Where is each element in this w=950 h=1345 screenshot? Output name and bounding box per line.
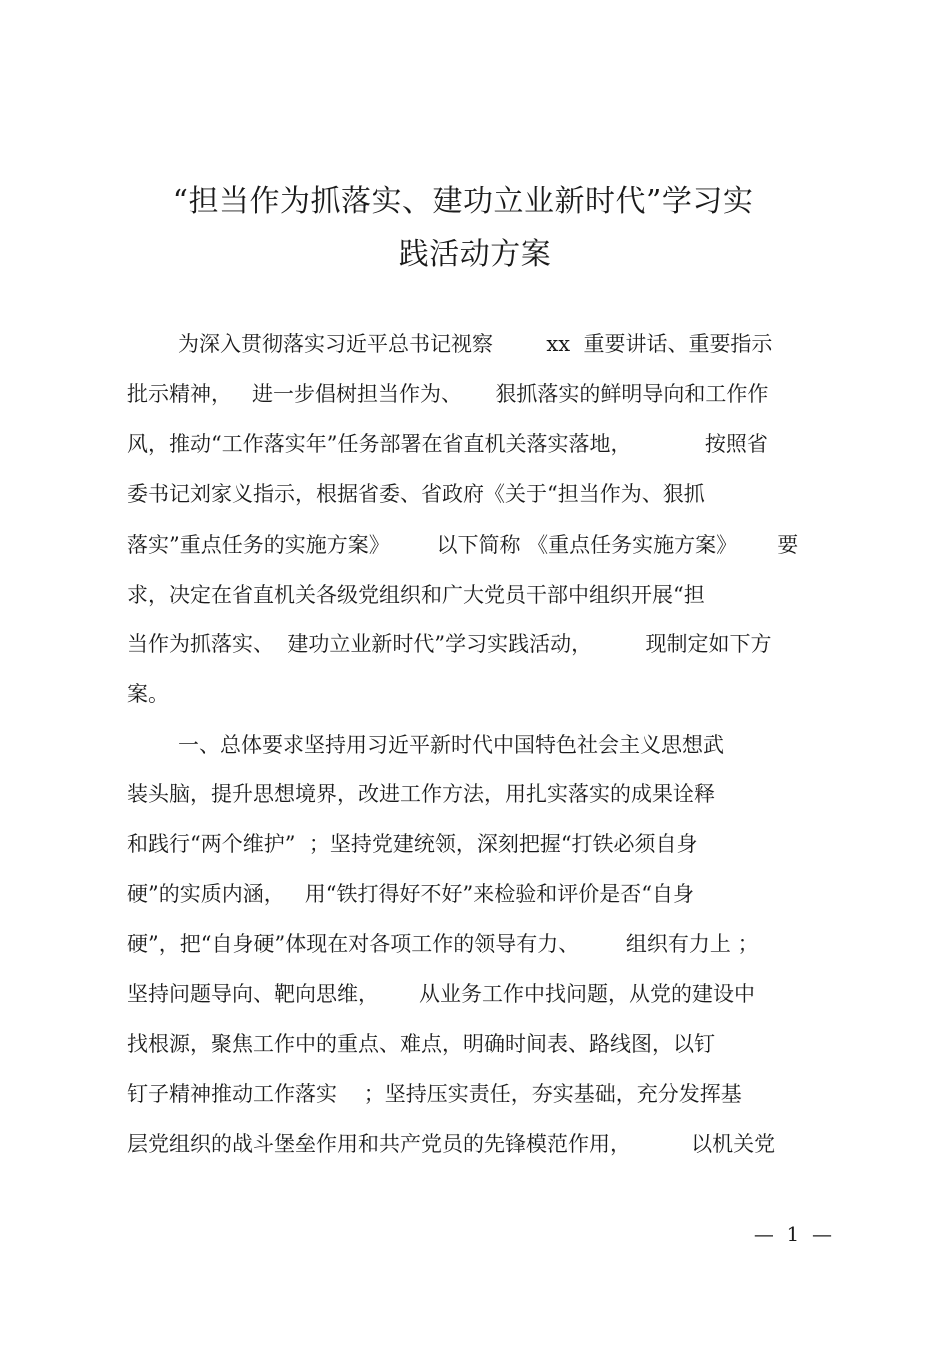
paragraph-2-line-1: 一、总体要求坚持用习近平新时代中国特色社会主义思想武: [178, 733, 724, 757]
page-number: — 1 —: [753, 1222, 832, 1246]
paragraph-2-line-5: 硬”，把“自身硬”体现在对各项工作的领导有力、 组织有力上 ；: [127, 932, 759, 956]
paragraph-1-line-7: 当作为抓落实、 建功立业新时代”学习实践活动， 现制定如下方: [127, 632, 772, 656]
paragraph-2-line-4: 硬”的实质内涵， 用“铁打得好不好”来检验和评价是否“自身: [127, 882, 694, 906]
paragraph-1-line-2: 批示精神， 进一步倡树担当作为、 狠抓落实的鲜明导向和工作作: [127, 382, 769, 406]
paragraph-1-line-3: 风，推动“工作落实年”任务部署在省直机关落实落地， 按照省: [127, 432, 768, 456]
paragraph-2-line-6: 坚持问题导向、靶向思维， 从业务工作中找问题，从党的建设中: [127, 982, 756, 1006]
paragraph-1-line-6: 求，决定在省直机关各级党组织和广大党员干部中组织开展“担: [127, 583, 705, 607]
paragraph-2-line-8: 钉子精神推动工作落实 ；坚持压实责任，夯实基础，充分发挥基: [127, 1082, 742, 1106]
paragraph-2-line-3: 和践行“两个维护” ；坚持党建统领，深刻把握“打铁必须自身: [127, 832, 698, 856]
paragraph-1-line-8: 案。: [127, 682, 169, 706]
paragraph-2-line-7: 找根源，聚焦工作中的重点、难点，明确时间表、路线图，以钉: [127, 1032, 715, 1056]
paragraph-1-line-5: 落实”重点任务的实施方案》 以下简称 《重点任务实施方案》 要: [127, 533, 799, 557]
paragraph-2-line-9: 层党组织的战斗堡垒作用和共产党员的先锋模范作用， 以机关党: [127, 1132, 776, 1156]
document-title-line-2: 践活动方案: [398, 237, 552, 272]
paragraph-1-line-1: 为深入贯彻落实习近平总书记视察 xx 重要讲话、重要指示: [178, 332, 773, 356]
paragraph-1-line-4: 委书记刘家义指示，根据省委、省政府《关于“担当作为、狠抓: [127, 482, 705, 506]
paragraph-2-line-2: 装头脑，提升思想境界，改进工作方法，用扎实落实的成果诠释: [127, 782, 715, 806]
document-title-line-1: “担当作为抓落实、建功立业新时代”学习实: [172, 184, 754, 219]
